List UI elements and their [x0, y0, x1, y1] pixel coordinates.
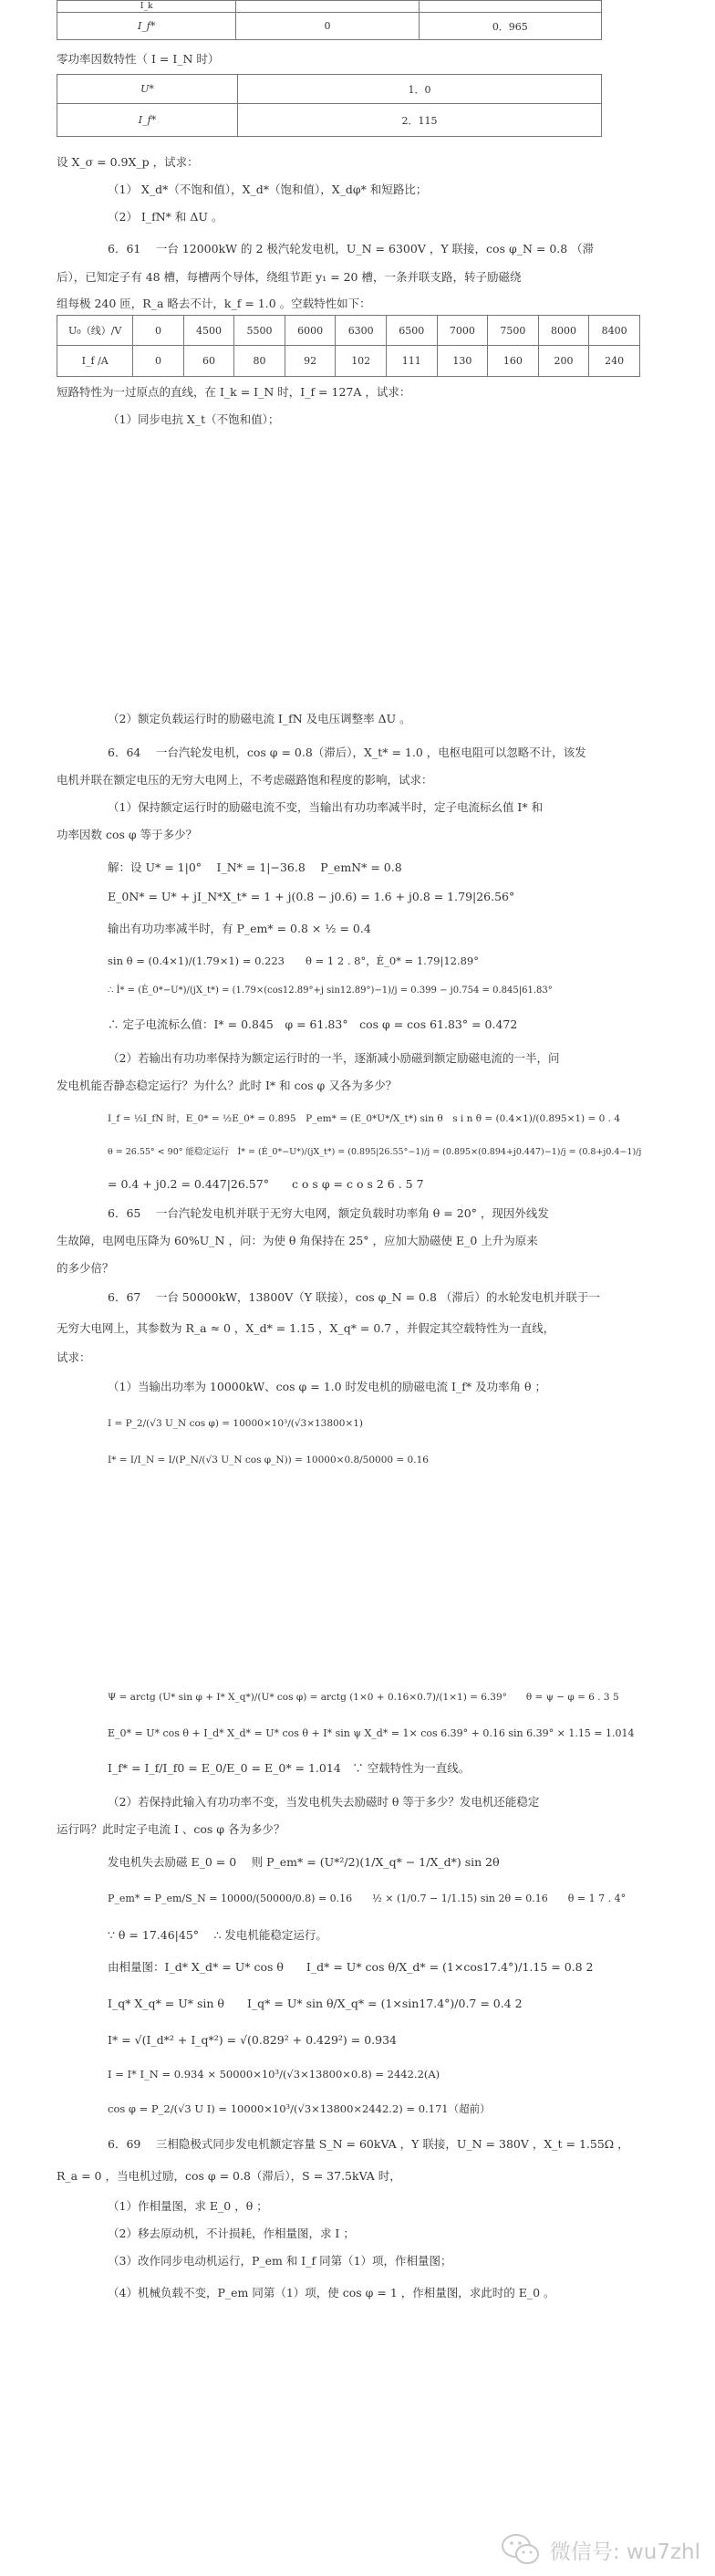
solution667-line-3: ∵ θ = 17.46|45° ∴ 发电机能稳定运行。: [108, 1928, 327, 1942]
solution667-line-5: I_q* X_q* = U* sin θ I_q* = U* sin θ/X_q* = (1×sin17.4°)/0.7 = 0.4 2: [108, 1997, 523, 2010]
problem-667-line3: 试求：: [57, 1351, 91, 1364]
i-value: 0: [133, 346, 183, 377]
i-value: 111: [386, 346, 437, 377]
problem-664-line2: 电机并联在额定电压的无穷大电网上，不考虑磁路饱和程度的影响，试求：: [57, 773, 433, 787]
solution667-line-1: 发电机失去励磁 E_0 = 0 则 P_em* = (U*²/2)(1/X_q* − 1/X_d*) sin 2θ: [108, 1855, 500, 1869]
i-value: 130: [437, 346, 488, 377]
problem-665-line1: 6．65 一台汽轮发电机并联于无穷大电网，额定负载时功率角 θ = 20° ，现因外线发: [108, 1206, 549, 1220]
problem-664-q2a: （2）若输出有功功率保持为额定运行时的一半，逐渐减小励磁到额定励磁电流的一半，问: [108, 1051, 560, 1065]
solution667-line-4: 由相量图：I_d* X_d* = U* cos θ I_d* = U* cos θ/X_d* = (1×cos17.4°)/1.15 = 0.8 2: [108, 1960, 594, 1974]
problem-669-c: （3）改作同步电动机运行，P_em 和 I_f 同第（1）项，作相量图；: [108, 2254, 452, 2268]
u-value: 8400: [589, 316, 640, 346]
problem-665-line2: 生故障，电网电压降为 60%U_N ，问：为使 θ 角保持在 25° ，应加大励磁使 E_0 上升为原来: [57, 1234, 538, 1247]
problem-669-d: （4）机械负载不变，P_em 同第（1）项，使 cos φ = 1 ，作相量图，求此时的 E_0 。: [108, 2286, 555, 2300]
solution667-line-7: I = I* I_N = 0.934 × 50000×10³/(√3×13800×0.8) = 2442.2(A): [108, 2068, 440, 2081]
wechat-icon: [501, 2532, 541, 2567]
cell: [236, 1, 419, 13]
problem-667-line2: 无穷大电网上，其参数为 R_a ≈ 0 ，X_d* = 1.15 ，X_q* = 0.7 ，并假定其空载特性为一直线，: [57, 1321, 555, 1335]
problem-665-line3: 的多少倍？: [57, 1261, 114, 1275]
i-value: 60: [183, 346, 234, 377]
problem-669-b: （2）移去原动机，不计损耗，作相量图，求 I ；: [108, 2227, 355, 2240]
problem-664-line1: 6．64 一台汽轮发电机，cos φ = 0.8（滞后），X_t* = 1.0 ，电枢电阻可以忽略不计，该发: [108, 746, 586, 759]
watermark: [501, 2532, 700, 2567]
i-value: 80: [234, 346, 285, 377]
sub-question-2: （2）额定负载运行时的励磁电流 I_fN 及电压调整率 ΔU 。: [108, 712, 411, 725]
solution2-line-2: θ = 26.55° < 90° 能稳定运行 İ* = (Ė_0*−U*)/(jX_t*) = (0.895|26.55°−1)/j = (0.895×(0.894+j0.447)−1)/j = (0.8+j0.4−1)/j: [108, 1147, 642, 1157]
problem-667-line1: 6．67 一台 50000kW，13800V（Y 联接），cos φ_N = 0.8 （滞后）的水轮发电机并联于一: [108, 1290, 600, 1304]
zero-pf-table: [57, 74, 602, 137]
cell: 2．115: [238, 104, 602, 137]
top-table: [57, 0, 602, 40]
header-label: U₀（线）/V: [57, 316, 133, 346]
row-label: I_f*: [57, 104, 238, 137]
problem-669-a: （1）作相量图，求 E_0 ，θ ；: [108, 2199, 268, 2213]
watermark-text: 微信号: wu7zhl: [549, 2539, 700, 2564]
solution667-line-2: P_em* = P_em/S_N = 10000/(50000/0.8) = 0.16 ½ × (1/0.7 − 1/1.15) sin 2θ = 0.16 θ = 1 7 . 4°: [108, 1893, 627, 1904]
solution-line-4: sin θ = (0.4×1)/(1.79×1) = 0.223 θ = 1 2 . 8°，Ė_0* = 1.79|12.89°: [108, 954, 480, 967]
problem-661-line2: 后），已知定子有 48 槽，每槽两个导体，绕组节距 y₁ = 20 槽，一条并联支路，转子励磁绕: [57, 270, 522, 284]
solution-line-3: 输出有功功率减半时，有 P_em* = 0.8 × ½ = 0.4: [108, 922, 371, 935]
problem-661-line3: 组每极 240 匝，R_a 略去不计，k_f = 1.0 。空载特性如下：: [57, 297, 371, 310]
u-value: 0: [133, 316, 183, 346]
problem-661-line1: 6．61 一台 12000kW 的 2 极汽轮发电机，U_N = 6300V ，Y 联接，cos φ_N = 0.8 （滞: [108, 242, 595, 256]
cell: [419, 1, 601, 13]
question-1: （1） X_d*（不饱和值），X_d*（饱和值），X_dφ* 和短路比；: [108, 183, 428, 196]
row-label: I_k: [57, 1, 236, 13]
short-circuit-line: 短路特性为一过原点的直线，在 I_k = I_N 时，I_f = 127A ，试求：: [57, 385, 411, 399]
u-value: 6300: [336, 316, 387, 346]
formula-current-pu: I* = I/I_N = I/(P_N/(√3 U_N cos φ_N)) = 10000×0.8/50000 = 0.16: [108, 1455, 429, 1465]
assume-line: 设 X_σ = 0.9X_p ，试求：: [57, 155, 199, 169]
u-value: 4500: [183, 316, 234, 346]
solution2-line-3: = 0.4 + j0.2 = 0.447|26.57° c o s φ = c o s 2 6 . 5 7: [108, 1177, 424, 1191]
problem-664-q2b: 发电机能否静态稳定运行？为什么？此时 I* 和 cos φ 又各为多少？: [57, 1079, 398, 1092]
problem-667-q2b: 运行吗？此时定子电流 I 、cos φ 各为多少？: [57, 1822, 285, 1836]
question-2: （2） I_fN* 和 ΔU 。: [108, 210, 223, 224]
problem-664-q1a: （1）保持额定运行时的励磁电流不变，当输出有功功率减半时，定子电流标幺值 I* 和: [108, 800, 544, 814]
formula-if: I_f* = I_f/I_f0 = E_0/E_0 = E_0* = 1.014 ∵ 空载特性为一直线。: [108, 1761, 471, 1775]
row-label: I_f*: [57, 13, 236, 40]
i-value: 92: [285, 346, 336, 377]
zero-pf-title: 零功率因数特性（ I = I_N 时）: [57, 52, 220, 66]
cell: 0: [236, 13, 419, 40]
u-value: 7500: [488, 316, 539, 346]
row-label: U*: [57, 75, 238, 104]
formula-e0: E_0* = U* cos θ + I_d* X_d* = U* cos θ + I* sin ψ X_d* = 1× cos 6.39° + 0.16 sin 6.39° × 1.15 = 1.014: [108, 1727, 635, 1739]
u-value: 6000: [285, 316, 336, 346]
problem-669-line1: 6．69 三相隐极式同步发电机额定容量 S_N = 60kVA ，Y 联接，U_N = 380V ，X_t = 1.55Ω ，: [108, 2137, 629, 2151]
no-load-table: [57, 315, 640, 377]
solution2-line-1: I_f = ½I_fN 时，E_0* = ½E_0* = 0.895 P_em* = (E_0*U*/X_t*) sin θ s i n θ = (0.4×1)/(0.895×1) = 0 . 4: [108, 1113, 621, 1124]
u-value: 6500: [386, 316, 437, 346]
cell: 1．0: [238, 75, 602, 104]
u-value: 5500: [234, 316, 285, 346]
solution-line-1: 解：设 U* = 1|0° I_N* = 1|−36.8 P_emN* = 0.8: [108, 860, 402, 874]
formula-psi: Ψ = arctg (U* sin φ + I* X_q*)/(U* cos φ) = arctg (1×0 + 0.16×0.7)/(1×1) = 6.39° θ = ψ − φ = 6 . 3 5: [108, 1692, 619, 1703]
solution-line-6: ∴ 定子电流标么值：I* = 0.845 φ = 61.83° cos φ = cos 61.83° = 0.472: [108, 1017, 518, 1031]
solution667-line-6: I* = √(I_d*² + I_q*²) = √(0.829² + 0.429²) = 0.934: [108, 2033, 398, 2047]
problem-669-line2: R_a = 0 ，当电机过励，cos φ = 0.8（滞后），S = 37.5kVA 时，: [57, 2169, 401, 2183]
cell: 0．965: [419, 13, 601, 40]
i-value: 200: [538, 346, 589, 377]
row-label: I_f /A: [57, 346, 133, 377]
i-value: 102: [336, 346, 387, 377]
problem-664-q1b: 功率因数 cos φ 等于多少？: [57, 828, 198, 841]
i-value: 160: [488, 346, 539, 377]
i-value: 240: [589, 346, 640, 377]
solution667-line-8: cos φ = P_2/(√3 U I) = 10000×10³/(√3×13800×2442.2) = 0.171（超前）: [108, 2102, 491, 2115]
problem-667-q1: （1）当输出功率为 10000kW、cos φ = 1.0 时发电机的励磁电流 I_f* 及功率角 θ ；: [108, 1380, 547, 1393]
solution-line-2: E_0N* = U* + jI_N*X_t* = 1 + j(0.8 − j0.6) = 1.6 + j0.8 = 1.79|26.56°: [108, 890, 515, 903]
u-value: 8000: [538, 316, 589, 346]
formula-current: I = P_2/(√3 U_N cos φ) = 10000×10³/(√3×13800×1): [108, 1418, 363, 1429]
solution-line-5: ∴ İ* = (Ė_0*−U*)/(jX_t*) = (1.79×(cos12.89°+j sin12.89°)−1)/j = 0.399 − j0.754 = 0.845|61.83°: [108, 986, 553, 996]
u-value: 7000: [437, 316, 488, 346]
problem-667-q2a: （2）若保持此输入有功功率不变，当发电机失去励磁时 θ 等于多少？发电机还能稳定: [108, 1795, 540, 1809]
sub-question-1: （1）同步电抗 X_t（不饱和值）；: [108, 412, 280, 426]
